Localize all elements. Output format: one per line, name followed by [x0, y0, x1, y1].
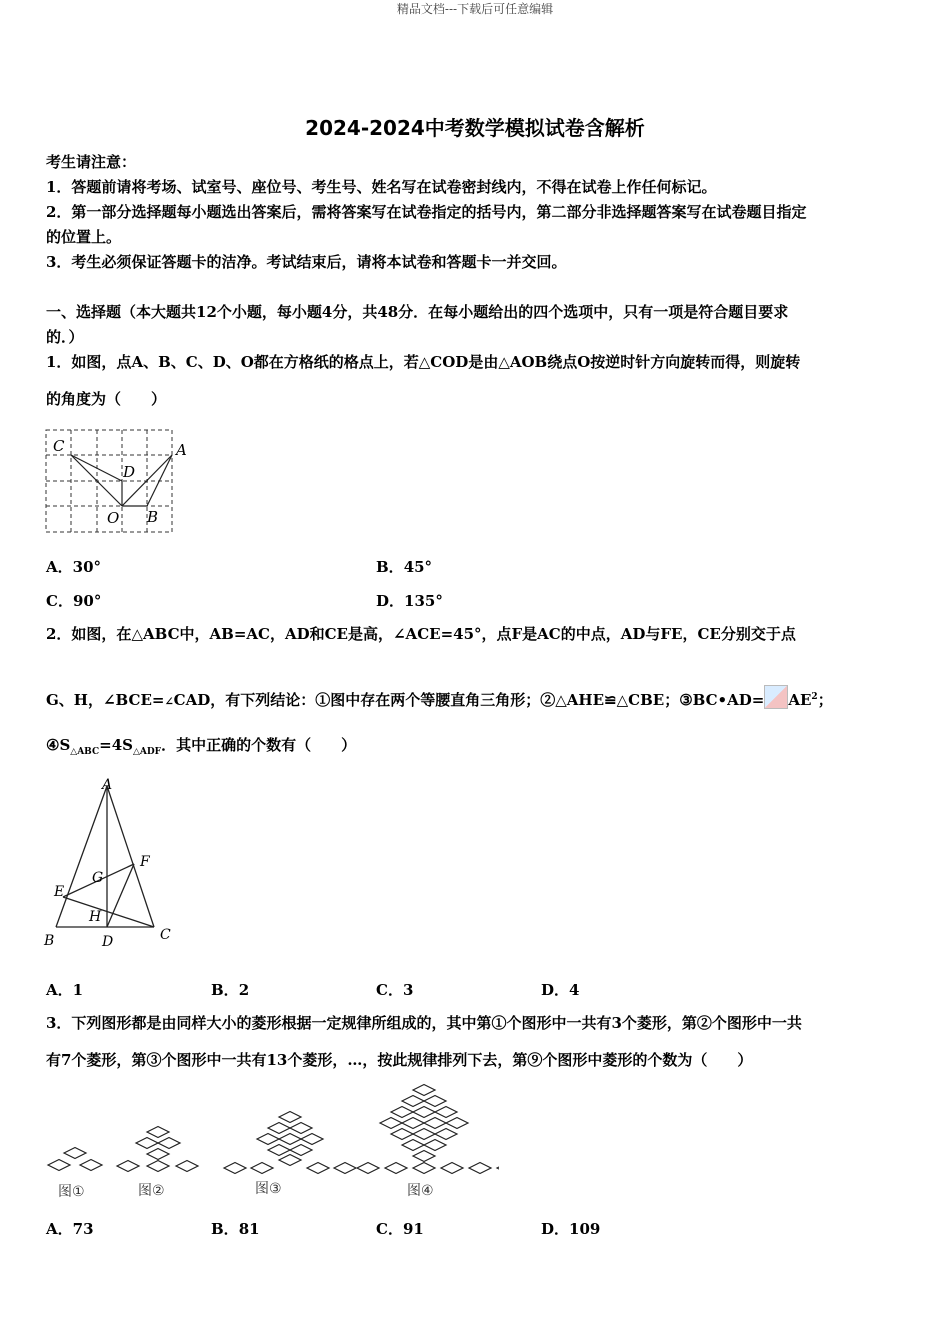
rhombus-shape [48, 1160, 70, 1171]
q2-text-e: ； [817, 691, 833, 709]
rhombus-shape [290, 1145, 312, 1156]
q1-stem-cont: 的角度为（ ） [46, 390, 167, 408]
q3-stem-cont: 有7个菱形，第③个图形中一共有13个菱形，…，按此规律排列下去，第⑨个图形中菱形的个数为（ ） [46, 1051, 753, 1069]
q2-option-c [376, 979, 413, 1000]
option-key: A． [46, 981, 73, 999]
rhombus-shape [357, 1163, 379, 1174]
q3-option-b [211, 1218, 260, 1239]
q2-stem-line3 [46, 735, 906, 762]
rhombus-shape [279, 1134, 301, 1145]
q1-option-d [376, 590, 443, 611]
option-value: 135° [404, 592, 443, 610]
option-value: 4 [569, 981, 580, 999]
label-b: B [44, 933, 55, 949]
q2-option-b [211, 979, 249, 1000]
label-a: A [102, 777, 113, 793]
q2-text-3a: ④S [46, 736, 71, 754]
rhombus-shape [413, 1151, 435, 1162]
q2-stem-line2 [46, 685, 906, 712]
rhombus-shape [402, 1118, 424, 1129]
rhombus-shape [391, 1107, 413, 1118]
q2-text-angle: ∠ [164, 695, 174, 708]
rhombus-shape [147, 1127, 169, 1138]
option-key: B． [211, 1220, 239, 1238]
rhombus-shape [290, 1123, 312, 1134]
label-c: C [53, 437, 65, 455]
rhombus-shape [224, 1163, 246, 1174]
rhombus-shape [391, 1129, 413, 1140]
rhombus-shape [469, 1163, 491, 1174]
rhombus-shape [435, 1129, 457, 1140]
page-header: 精品文档---下载后可任意编辑 [396, 2, 554, 16]
label-f: F [140, 854, 150, 870]
q1-option-c [46, 590, 101, 611]
rhombus-shape [279, 1112, 301, 1123]
section-heading-cont: 的．） [46, 328, 84, 346]
label-b: B [147, 508, 159, 526]
figure-label-2: 图② [138, 1183, 165, 1199]
rhombus-shape [435, 1107, 457, 1118]
option-key: D． [376, 592, 405, 610]
rhombus-shape [158, 1138, 180, 1149]
q2-text-3b: =4S [99, 736, 133, 754]
rhombus-shape [301, 1134, 323, 1145]
rhombus-shape [176, 1161, 198, 1172]
q3-option-a [46, 1218, 94, 1239]
q2-text-d: AE [788, 691, 812, 709]
q3-stem: 3．下列图形都是由同样大小的菱形根据一定规律所组成的，其中第①个图形中一共有3个菱形，第②个图形中一共 [46, 1014, 802, 1032]
option-value: 81 [238, 1220, 260, 1238]
q1-stem: 1．如图，点A、B、C、D、O都在方格纸的格点上，若△COD是由△AOB绕点O按逆时针方向旋转而得，则旋转 [46, 353, 801, 371]
figure-label-3: 图③ [255, 1181, 282, 1197]
rhombus-shape [424, 1118, 446, 1129]
label-e: E [54, 884, 65, 900]
q1-grid-figure [40, 425, 200, 540]
formula-image-icon [764, 685, 788, 709]
notice-item-1: 1．答题前请将考场、试室号、座位号、考生号、姓名写在试卷密封线内，不得在试卷上作任何标记。 [46, 178, 717, 196]
q3-option-c [376, 1218, 424, 1239]
figure-label-1: 图① [58, 1184, 85, 1200]
rhombus-shape [279, 1155, 301, 1166]
label-c: C [160, 927, 171, 943]
section-heading: 一、选择题（本大题共12个小题，每小题4分，共48分．在每小题给出的四个选项中，只有一项是符合题目要求 [46, 303, 789, 321]
label-g: G [92, 870, 104, 886]
option-value: 109 [569, 1220, 601, 1238]
page-title: 2024-2024中考数学模拟试卷含解析 [305, 116, 645, 140]
rhombus-shape [64, 1148, 86, 1159]
option-value: 3 [402, 981, 414, 999]
q1-option-b [376, 556, 432, 577]
rhombus-shape [268, 1123, 290, 1134]
notice-item-2-cont: 的位置上。 [46, 228, 122, 246]
q3-rhombus-figure [44, 1082, 499, 1204]
rhombus-shape [497, 1163, 499, 1174]
rhombus-shape [413, 1129, 435, 1140]
q1-option-a [46, 556, 101, 577]
rhombus-shape [402, 1096, 424, 1107]
label-d: D [102, 934, 114, 950]
option-key: D． [541, 1220, 570, 1238]
rhombus-shape [251, 1163, 273, 1174]
rhombus-shape [147, 1161, 169, 1172]
rhombus-shape [117, 1161, 139, 1172]
q2-text-c: CAD，有下列结论：①图中存在两个等腰直角三角形；②△AHE≌△CBE；③BC•AD= [173, 691, 765, 709]
label-a: A [176, 441, 187, 459]
rhombus-shape [136, 1138, 158, 1149]
figure-label-4: 图④ [407, 1183, 434, 1199]
option-key: D． [541, 981, 570, 999]
q2-text-sub1: △ABC [70, 747, 100, 757]
q2-option-a [46, 979, 83, 1000]
rhombus-shape [268, 1145, 290, 1156]
option-value: 30° [72, 558, 102, 576]
q2-text-3c: ．其中正确的个数有（ ） [161, 736, 357, 754]
triangle-lines [71, 455, 172, 506]
rhombus-shape [385, 1163, 407, 1174]
option-key: C． [46, 592, 73, 610]
option-key: C． [376, 981, 403, 999]
q3-option-d [541, 1218, 600, 1239]
rhombus-shape [402, 1140, 424, 1151]
option-key: A． [46, 1220, 73, 1238]
option-value: 91 [402, 1220, 424, 1238]
rhombus-shape [380, 1118, 402, 1129]
option-value: 1 [72, 981, 84, 999]
q2-text-sub2: △ADF [132, 747, 162, 757]
q2-option-d [541, 979, 579, 1000]
q2-text-sup: 2 [811, 692, 818, 702]
rhombus-shape [424, 1096, 446, 1107]
option-value: 45° [403, 558, 433, 576]
q2-stem: 2．如图，在△ABC中，AB=AC，AD和CE是高，∠ACE=45°，点F是AC的中点，AD与FE，CE分别交于点 [46, 625, 796, 643]
rhombus-shape [441, 1163, 463, 1174]
rhombus-shape [307, 1163, 329, 1174]
rhombus-shape [80, 1160, 102, 1171]
label-o: O [107, 509, 120, 527]
rhombus-shape [147, 1149, 169, 1160]
rhombus-shape [334, 1163, 356, 1174]
notice-heading: 考生请注意： [46, 153, 137, 171]
rhombus-shape [413, 1107, 435, 1118]
rhombus-shape [413, 1085, 435, 1096]
q2-text-a: G、H，∠BCE= [46, 691, 165, 709]
notice-item-3: 3．考生必须保证答题卡的洁净。考试结束后，请将本试卷和答题卡一并交回。 [46, 253, 567, 271]
label-d: D [123, 463, 136, 481]
rhombus-shape [424, 1140, 446, 1151]
option-key: B． [376, 558, 404, 576]
rhombus-shape [446, 1118, 468, 1129]
option-value: 2 [238, 981, 250, 999]
label-h: H [89, 909, 102, 925]
option-value: 90° [72, 592, 102, 610]
rhombus-shape [413, 1163, 435, 1174]
option-key: B． [211, 981, 239, 999]
option-key: A． [46, 558, 73, 576]
q2-triangle-figure [40, 772, 180, 954]
option-key: C． [376, 1220, 403, 1238]
notice-item-2: 2．第一部分选择题每小题选出答案后，需将答案写在试卷指定的括号内，第二部分非选择题答案写在试卷题目指定 [46, 203, 807, 221]
rhombus-shape [257, 1134, 279, 1145]
option-value: 73 [72, 1220, 94, 1238]
